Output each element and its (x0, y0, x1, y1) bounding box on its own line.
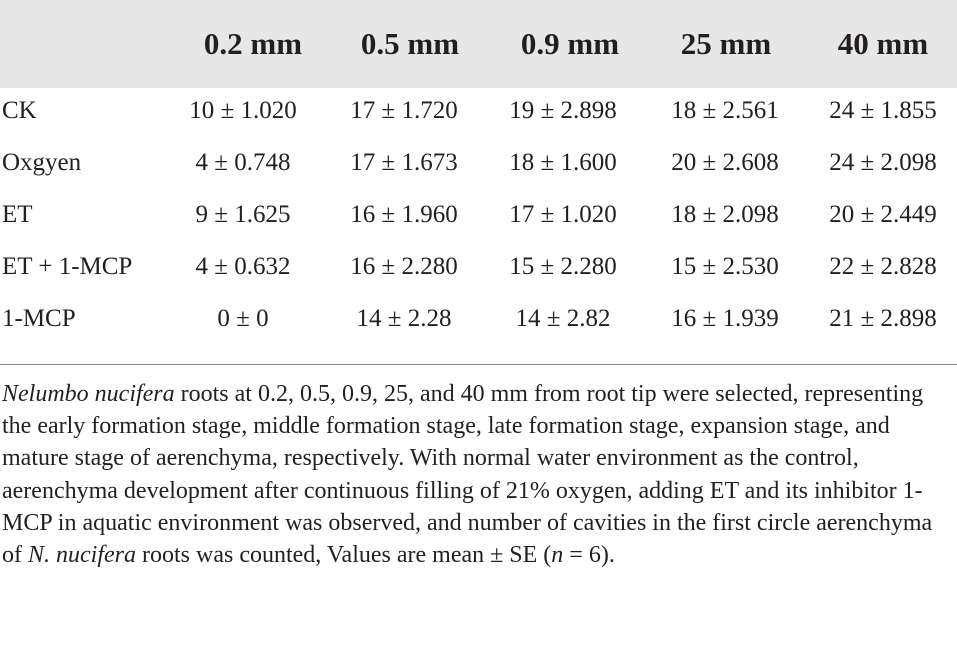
footnote-text: = 6). (563, 542, 615, 569)
table-cell: 4 ± 0.748 (195, 149, 291, 176)
column-header: 0.5 mm (360, 26, 460, 61)
row-label: ET (2, 201, 33, 228)
table-cell: 18 ± 2.098 (671, 201, 779, 228)
column-header: 40 mm (837, 26, 929, 61)
table-cell: 20 ± 2.608 (671, 149, 779, 176)
table-cell: 22 ± 2.828 (829, 253, 937, 280)
row-label: 1-MCP (2, 305, 76, 332)
column-header: 0.9 mm (520, 26, 620, 61)
row-label: Oxgyen (2, 149, 82, 176)
table-cell: 17 ± 1.720 (350, 97, 458, 124)
species-name: Nelumbo nucifera (2, 381, 175, 407)
table-cell: 15 ± 2.280 (509, 253, 617, 280)
table-cell: 16 ± 1.960 (350, 201, 458, 228)
row-label: CK (2, 97, 37, 124)
table-cell: 4 ± 0.632 (195, 253, 291, 280)
table-cell: 15 ± 2.530 (671, 253, 779, 280)
table-cell: 10 ± 1.020 (189, 97, 297, 124)
table-cell: 18 ± 1.600 (509, 149, 617, 176)
sample-size-symbol: n (551, 542, 564, 569)
table-cell: 21 ± 2.898 (829, 305, 937, 332)
footnote-text: roots at 0.2, 0.5, 0.9, 25, and 40 mm from root tip were selected, representing the early formation stage, middle formation stage, late formation stage, expansion stage, and mature stage of aerenchyma, respectively. With normal water environment as the control, aerenchyma development after continuous filling of 21% oxygen, adding ET and its inhibitor 1-MCP in aquatic environment was observed, and number of cavities in the first circle aerenchyma of (2, 381, 933, 569)
table-cell: 19 ± 2.898 (509, 97, 617, 124)
species-abbrev: N. nucifera (28, 542, 136, 569)
table-cell: 17 ± 1.020 (509, 201, 617, 228)
footnote-text: roots was counted, Values are mean ± SE ( (136, 542, 552, 569)
table-cell: 14 ± 2.82 (515, 305, 611, 332)
table-cell: 0 ± 0 (217, 305, 269, 332)
table-cell: 16 ± 2.280 (350, 253, 458, 280)
table-cell: 24 ± 2.098 (829, 149, 937, 176)
table-cell: 20 ± 2.449 (829, 201, 937, 228)
table-bottom-rule (0, 364, 957, 365)
column-header: 0.2 mm (203, 26, 303, 61)
table-cell: 24 ± 1.855 (829, 97, 937, 124)
table-footnote (2, 378, 952, 571)
table-cell: 17 ± 1.673 (350, 149, 458, 176)
row-label: ET + 1-MCP (2, 253, 133, 280)
table-cell: 16 ± 1.939 (671, 305, 779, 332)
table-cell: 14 ± 2.28 (356, 305, 452, 332)
table-cell: 9 ± 1.625 (195, 201, 291, 228)
column-header: 25 mm (680, 26, 772, 61)
table-cell: 18 ± 2.561 (671, 97, 779, 124)
